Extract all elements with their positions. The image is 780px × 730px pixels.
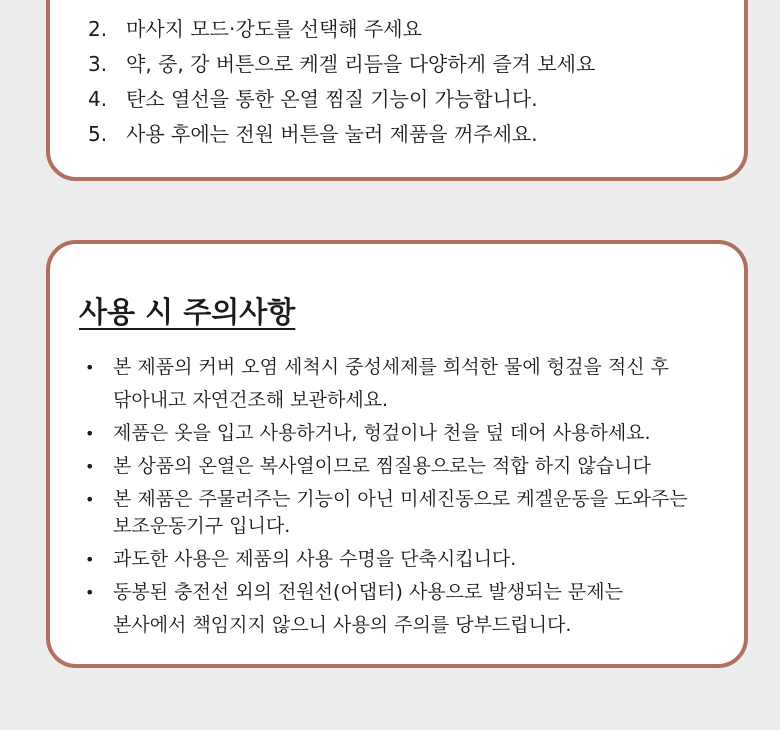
step-text: 마사지 모드·강도를 선택해 주세요: [126, 17, 422, 41]
caution-line: 보조운동기구 입니다.: [113, 515, 291, 537]
caution-title: 사용 시 주의사항: [79, 295, 296, 329]
step-number: 5.: [88, 122, 108, 146]
usage-steps-card: [46, 0, 748, 181]
caution-line: 과도한 사용은 제품의 사용 수명을 단축시킵니다.: [113, 548, 517, 570]
usage-step: [88, 117, 595, 152]
bullet-dot: •: [85, 424, 95, 443]
caution-line: 본 제품은 주물러주는 기능이 아닌 미세진동으로 케겔운동을 도와주는: [113, 488, 688, 510]
step-number: 2.: [88, 17, 108, 41]
caution-item: [83, 486, 688, 540]
caution-item: [83, 420, 688, 447]
step-text: 탄소 열선을 통한 온열 찜질 기능이 가능합니다.: [126, 87, 538, 111]
usage-step: [88, 47, 595, 82]
caution-line: 닦아내고 자연건조해 보관하세요.: [113, 389, 389, 411]
bullet-dot: •: [85, 457, 95, 476]
usage-step: [88, 82, 595, 117]
bullet-dot: •: [85, 583, 95, 602]
caution-line: 제품은 옷을 입고 사용하거나, 헝겊이나 천을 덮 데어 사용하세요.: [113, 422, 651, 444]
bullet-dot: •: [85, 358, 95, 377]
bullet-dot: •: [85, 490, 95, 509]
usage-step: [88, 12, 595, 47]
step-text: 사용 후에는 전원 버튼을 눌러 제품을 꺼주세요.: [126, 122, 538, 146]
caution-item: [83, 354, 688, 414]
usage-steps-list: [88, 12, 595, 152]
caution-line: 본사에서 책임지지 않으니 사용의 주의를 당부드립니다.: [113, 614, 572, 636]
bullet-dot: •: [85, 550, 95, 569]
step-number: 4.: [88, 87, 108, 111]
caution-line: 동봉된 충전선 외의 전원선(어댑터) 사용으로 발생되는 문제는: [113, 581, 623, 603]
caution-item: [83, 579, 688, 639]
caution-item: [83, 453, 688, 480]
caution-line: 본 제품의 커버 오염 세척시 중성세제를 희석한 물에 헝겊을 적신 후: [113, 356, 669, 378]
caution-card: [46, 240, 748, 668]
step-text: 약, 중, 강 버튼으로 케겔 리듬을 다양하게 즐겨 보세요: [126, 52, 596, 76]
caution-item: [83, 546, 688, 573]
caution-line: 본 상품의 온열은 복사열이므로 찜질용으로는 적합 하지 않습니다: [113, 455, 651, 477]
caution-list: [83, 354, 688, 645]
step-number: 3.: [88, 52, 108, 76]
